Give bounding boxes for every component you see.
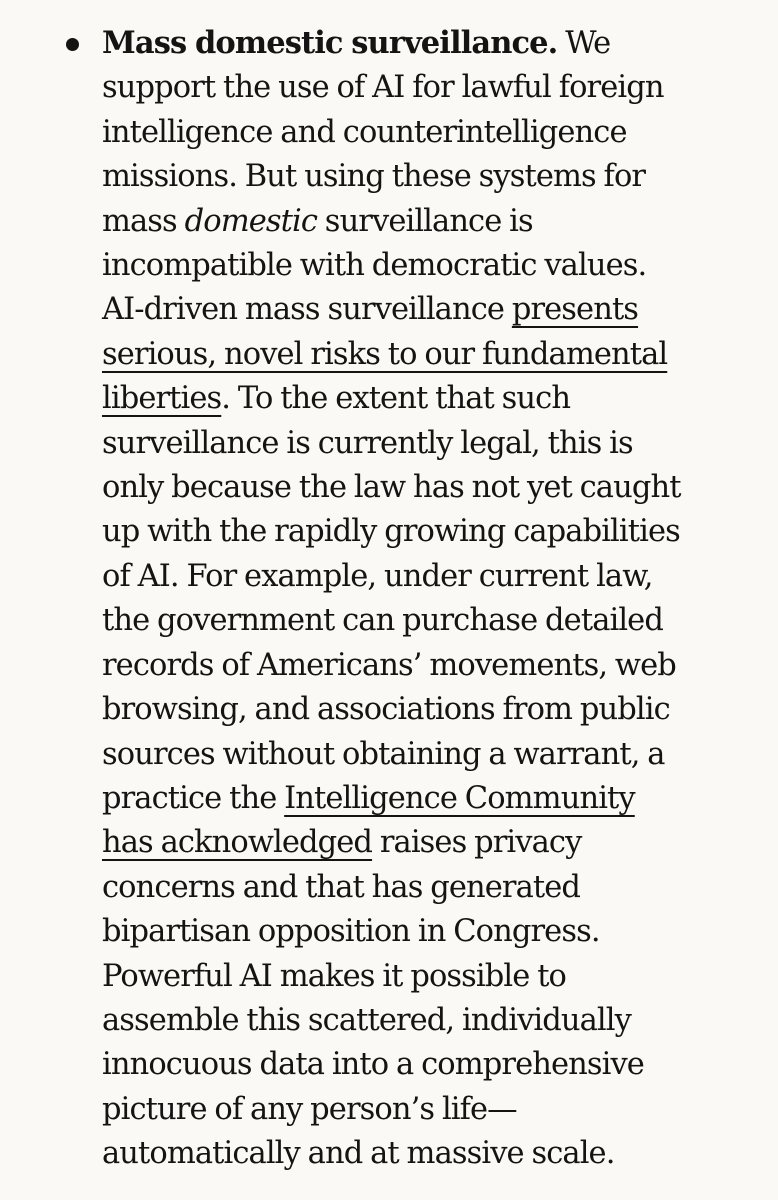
text-segment: . To the extent that such: [221, 381, 571, 417]
item-lead-heading: Mass domestic surveillance.: [102, 25, 558, 61]
text-line: records of Americans’ movements, web: [102, 647, 676, 683]
text-line: only because the law has not yet caught: [102, 470, 681, 506]
text-line: [102, 288, 778, 332]
link-presents-serious-risks[interactable]: liberties: [102, 381, 222, 417]
text-line: [102, 21, 778, 66]
text-line: bipartisan opposition in Congress.: [102, 914, 600, 950]
text-line: missions. But using these systems for: [102, 159, 646, 195]
text-line: intelligence and counterintelligence: [102, 114, 627, 150]
text-line: [102, 777, 778, 821]
link-presents-serious-risks[interactable]: serious, novel risks to our fundamental: [102, 336, 668, 372]
link-presents-serious-risks[interactable]: presents: [511, 292, 639, 328]
text-line: Powerful AI makes it possible to: [102, 958, 567, 994]
text-line: assemble this scattered, individually: [102, 1002, 631, 1038]
text-segment: practice the: [102, 780, 285, 816]
text-line: incompatible with democratic values.: [102, 248, 647, 284]
text-line: the government can purchase detailed: [102, 603, 663, 639]
text-segment: surveillance is: [317, 203, 533, 239]
text-line: up with the rapidly growing capabilities: [102, 514, 680, 550]
text-segment: raises privacy: [372, 825, 582, 861]
text-line: picture of any person’s life—: [102, 1091, 517, 1127]
text-line: sources without obtaining a warrant, a: [102, 736, 665, 772]
text-line: [102, 377, 778, 421]
text-line: [102, 333, 778, 377]
text-segment: mass: [102, 203, 185, 239]
text-line: browsing, and associations from public: [102, 692, 670, 728]
bullet-point: [66, 38, 79, 51]
text-segment: AI-driven mass surveillance: [102, 292, 512, 328]
emphasized-word: domestic: [184, 203, 318, 239]
text-line: [102, 200, 778, 244]
text-line: [102, 821, 778, 865]
text-line: of AI. For example, under current law,: [102, 558, 653, 594]
link-intelligence-community[interactable]: Intelligence Community: [284, 780, 635, 816]
text-line: automatically and at massive scale.: [102, 1136, 615, 1172]
text-segment: We: [557, 26, 611, 61]
text-line: innocuous data into a comprehensive: [102, 1047, 644, 1083]
list-item-paragraph: [102, 21, 778, 1177]
link-intelligence-community[interactable]: has acknowledged: [102, 825, 373, 861]
text-line: concerns and that has generated: [102, 869, 581, 905]
text-line: support the use of AI for lawful foreign: [102, 70, 664, 106]
text-line: surveillance is currently legal, this is: [102, 425, 633, 461]
